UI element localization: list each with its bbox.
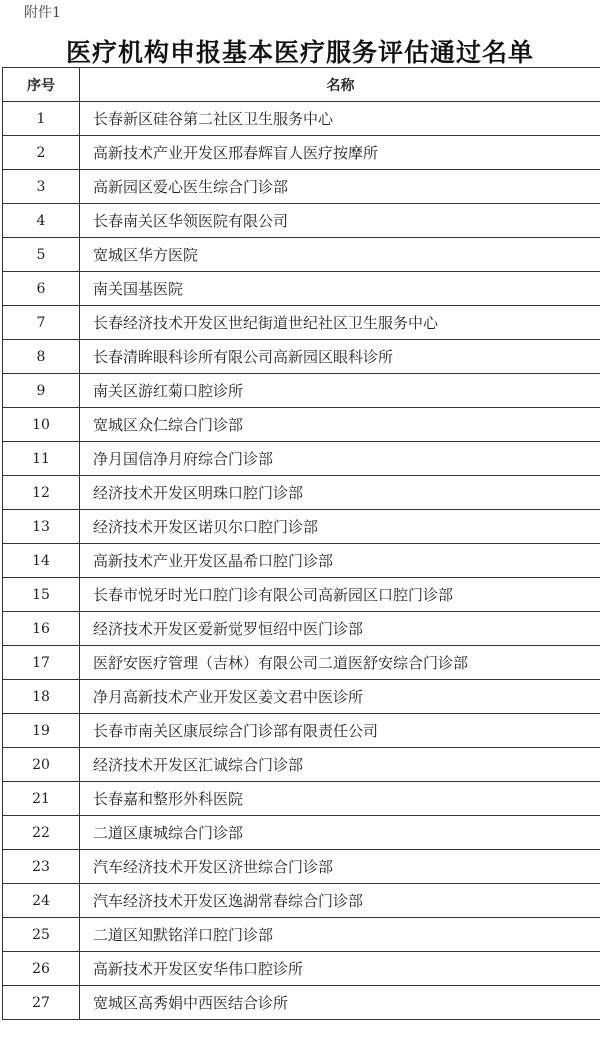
table-row: [3, 612, 600, 646]
table-row: [3, 136, 600, 170]
table-row: [3, 272, 600, 306]
document-title: 医疗机构申报基本医疗服务评估通过名单: [65, 38, 534, 67]
row-number: 14: [3, 544, 80, 578]
institution-name: 长春嘉和整形外科医院: [80, 782, 600, 816]
institution-name: 长春经济技术开发区世纪街道世纪社区卫生服务中心: [80, 306, 600, 340]
table-row: [3, 646, 600, 680]
table-header-row: [3, 68, 600, 102]
institution-name: 经济技术开发区爱新觉罗恒绍中医门诊部: [80, 612, 600, 646]
row-number: 2: [3, 136, 80, 170]
institution-name: 高新技术开发区安华伟口腔诊所: [80, 952, 600, 986]
attachment-label: 附件1: [24, 5, 61, 21]
table-row: [3, 306, 600, 340]
institution-name: 高新技术产业开发区邢春辉盲人医疗按摩所: [80, 136, 600, 170]
row-number: 21: [3, 782, 80, 816]
institution-name: 长春南关区华领医院有限公司: [80, 204, 600, 238]
row-number: 15: [3, 578, 80, 612]
table-row: [3, 408, 600, 442]
row-number: 5: [3, 238, 80, 272]
row-number: 3: [3, 170, 80, 204]
row-number: 17: [3, 646, 80, 680]
institution-name: 净月国信净月府综合门诊部: [80, 442, 600, 476]
table-row: [3, 918, 600, 952]
institution-name: 经济技术开发区诺贝尔口腔门诊部: [80, 510, 600, 544]
institution-name: 高新园区爱心医生综合门诊部: [80, 170, 600, 204]
table-row: [3, 476, 600, 510]
institution-name: 长春市南关区康辰综合门诊部有限责任公司: [80, 714, 600, 748]
table-row: [3, 544, 600, 578]
table-row: [3, 170, 600, 204]
table-row: [3, 204, 600, 238]
institution-name: 医舒安医疗管理（吉林）有限公司二道医舒安综合门诊部: [80, 646, 600, 680]
row-number: 19: [3, 714, 80, 748]
row-number: 20: [3, 748, 80, 782]
row-number: 1: [3, 102, 80, 136]
table-row: [3, 578, 600, 612]
row-number: 16: [3, 612, 80, 646]
table-row: [3, 510, 600, 544]
institution-name: 宽城区华方医院: [80, 238, 600, 272]
table-row: [3, 374, 600, 408]
row-number: 12: [3, 476, 80, 510]
row-number: 18: [3, 680, 80, 714]
row-number: 23: [3, 850, 80, 884]
row-number: 26: [3, 952, 80, 986]
institution-name: 二道区康城综合门诊部: [80, 816, 600, 850]
table-row: [3, 952, 600, 986]
header-name: 名称: [80, 68, 600, 102]
row-number: 10: [3, 408, 80, 442]
table-row: [3, 102, 600, 136]
institution-name: 汽车经济技术开发区济世综合门诊部: [80, 850, 600, 884]
institution-name: 经济技术开发区汇诚综合门诊部: [80, 748, 600, 782]
row-number: 6: [3, 272, 80, 306]
row-number: 11: [3, 442, 80, 476]
row-number: 4: [3, 204, 80, 238]
table-row: [3, 986, 600, 1020]
institution-name: 南关区游红菊口腔诊所: [80, 374, 600, 408]
institution-name: 宽城区众仁综合门诊部: [80, 408, 600, 442]
table-row: [3, 442, 600, 476]
table-row: [3, 782, 600, 816]
header-no: 序号: [3, 68, 80, 102]
row-number: 24: [3, 884, 80, 918]
row-number: 22: [3, 816, 80, 850]
institution-name: 汽车经济技术开发区逸湖常春综合门诊部: [80, 884, 600, 918]
table-row: [3, 340, 600, 374]
table-row: [3, 748, 600, 782]
table-row: [3, 714, 600, 748]
row-number: 9: [3, 374, 80, 408]
institution-name: 南关国基医院: [80, 272, 600, 306]
row-number: 7: [3, 306, 80, 340]
row-number: 25: [3, 918, 80, 952]
table-row: [3, 238, 600, 272]
table-row: [3, 850, 600, 884]
institution-name: 高新技术产业开发区晶希口腔门诊部: [80, 544, 600, 578]
table-row: [3, 816, 600, 850]
institution-table: [2, 67, 600, 1020]
row-number: 27: [3, 986, 80, 1020]
institution-name: 二道区知默铭洋口腔门诊部: [80, 918, 600, 952]
institution-name: 净月高新技术产业开发区姜文君中医诊所: [80, 680, 600, 714]
institution-name: 长春新区硅谷第二社区卫生服务中心: [80, 102, 600, 136]
row-number: 13: [3, 510, 80, 544]
institution-name: 长春市悦牙时光口腔门诊有限公司高新园区口腔门诊部: [80, 578, 600, 612]
table-row: [3, 884, 600, 918]
institution-name: 宽城区高秀娟中西医结合诊所: [80, 986, 600, 1020]
institution-name: 长春清眸眼科诊所有限公司高新园区眼科诊所: [80, 340, 600, 374]
institution-name: 经济技术开发区明珠口腔门诊部: [80, 476, 600, 510]
row-number: 8: [3, 340, 80, 374]
table-row: [3, 680, 600, 714]
